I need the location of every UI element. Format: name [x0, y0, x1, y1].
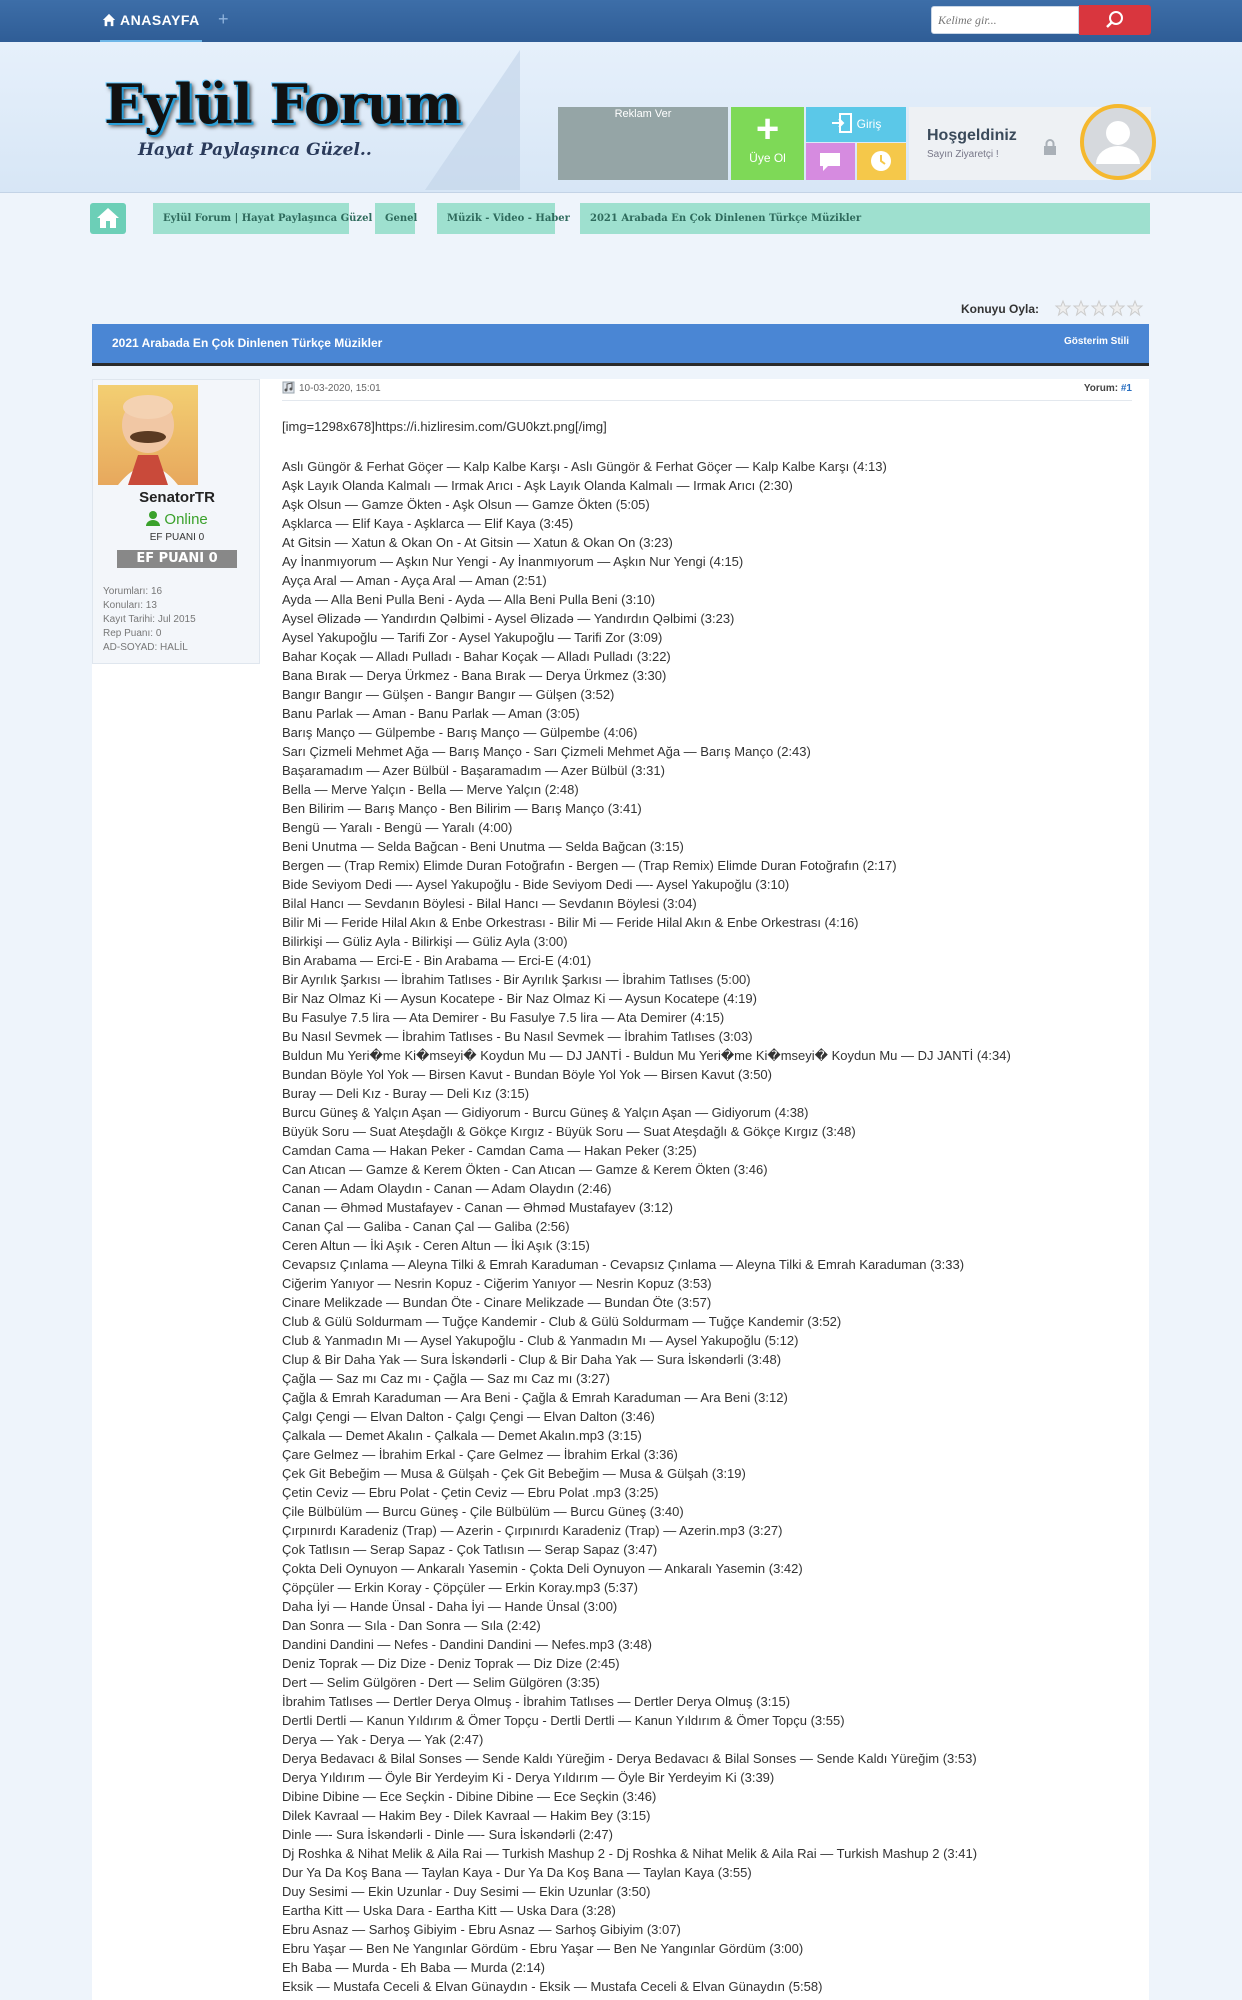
post-date-text: 10-03-2020, 15:01	[299, 383, 381, 394]
track-line: Bilir Mi — Feride Hilal Akın & Enbe Orkestrası - Bilir Mi — Feride Hilal Akın & Enbe Orkestrası (4:16)	[282, 915, 859, 930]
track-line: Çöpçüler — Erkin Koray - Çöpçüler — Erkin Koray.mp3 (5:37)	[282, 1580, 638, 1595]
avatar-image	[98, 385, 198, 485]
track-line: Çetin Ceviz — Ebru Polat - Çetin Ceviz — Ebru Polat .mp3 (3:25)	[282, 1485, 659, 1500]
user-stat-joined: Kayıt Tarihi: Jul 2015	[103, 614, 196, 625]
track-line: Aşk Layık Olanda Kalmalı — Irmak Arıcı - Aşk Layık Olanda Kalmalı — Irmak Arıcı (2:30)	[282, 478, 793, 493]
user-stat-threads: Konuları: 13	[103, 600, 157, 611]
track-line: Ceren Altun — İki Aşık - Ceren Altun — İki Aşık (3:15)	[282, 1238, 590, 1253]
track-line: Bide Seviyom Dedi —- Aysel Yakupoğlu - Bide Seviyom Dedi —- Aysel Yakupoğlu (3:10)	[282, 877, 790, 892]
track-line: Bir Ayrılık Şarkısı — İbrahim Tatlıses - Bir Ayrılık Şarkısı — İbrahim Tatlıses (5:00)	[282, 972, 751, 987]
ad-tile[interactable]	[558, 107, 728, 180]
search-icon	[1105, 10, 1125, 30]
top-navbar	[0, 0, 1242, 43]
online-status	[93, 510, 261, 528]
post-permalink[interactable]: #1	[1120, 383, 1132, 394]
logo-title: Eylül Forum	[104, 72, 461, 136]
user-stats	[103, 585, 196, 655]
track-line: Bahar Koçak — Alladı Pulladı - Bahar Koçak — Alladı Pulladı (3:22)	[282, 649, 671, 664]
guest-avatar[interactable]	[1080, 104, 1156, 180]
track-line: Bilirkişi — Güliz Ayla - Bilirkişi — Güliz Ayla (3:00)	[282, 934, 568, 949]
messages-tile[interactable]	[806, 143, 855, 180]
track-line: Dertli Dertli — Kanun Yıldırım & Ömer Topçu - Dertli Dertli — Kanun Yıldırım & Ömer Topçu (3:55)	[282, 1713, 845, 1728]
home-icon	[96, 207, 120, 229]
track-line: Canan — Adam Olaydın - Canan — Adam Olaydın (2:46)	[282, 1181, 612, 1196]
track-line: Duy Sesimi — Ekin Uzunlar - Duy Sesimi — Ekin Uzunlar (3:50)	[282, 1884, 651, 1899]
username[interactable]: SenatorTR	[139, 489, 215, 506]
track-line: Dj Roshka & Nihat Melik & Aila Rai — Turkish Mashup 2 - Dj Roshka & Nihat Melik & Aila Rai — Turkish Mashup 2 (3:41)	[282, 1846, 978, 1861]
welcome-subtitle: Sayın Ziyaretçi !	[927, 149, 999, 160]
track-line: Bella — Merve Yalçın - Bella — Merve Yalçın (2:48)	[282, 782, 579, 797]
track-line: Ebru Yaşar — Ben Ne Yangınlar Gördüm - Ebru Yaşar — Ben Ne Yangınlar Gördüm (3:00)	[282, 1941, 804, 1956]
track-line: Bu Nasıl Sevmek — İbrahim Tatlıses - Bu Nasıl Sevmek — İbrahim Tatlıses (3:03)	[282, 1029, 753, 1044]
track-line: Buldun Mu Yeri�me Ki�mseyi� Koydun Mu — DJ JANTİ - Buldun Mu Yeri�me Ki�mseyi� Koydun Mu — DJ JANTİ (4:34)	[282, 1048, 1011, 1063]
track-line: At Gitsin — Xatun & Okan On - At Gitsin — Xatun & Okan On (3:23)	[282, 535, 673, 550]
breadcrumb-home[interactable]	[90, 203, 126, 234]
login-tile[interactable]	[806, 107, 906, 142]
online-user-icon	[146, 510, 160, 526]
track-line: Aşk Olsun — Gamze Ökten - Aşk Olsun — Gamze Ökten (5:05)	[282, 497, 650, 512]
track-line: Çek Git Bebeğim — Musa & Gülşah - Çek Git Bebeğim — Musa & Gülşah (3:19)	[282, 1466, 746, 1481]
track-line: Çırpınırdı Karadeniz (Trap) — Azerin - Çırpınırdı Karadeniz (Trap) — Azerin.mp3 (3:27)	[282, 1523, 783, 1538]
track-line: Club & Gülü Soldurmam — Tuğçe Kandemir - Club & Gülü Soldurmam — Tuğçe Kandemir (3:52)	[282, 1314, 842, 1329]
track-line: Camdan Cama — Hakan Peker - Camdan Cama — Hakan Peker (3:25)	[282, 1143, 697, 1158]
user-icon	[1084, 108, 1152, 176]
star-icon[interactable]	[1092, 301, 1106, 315]
track-line: Derya Bedavacı & Bilal Sonses — Sende Kaldı Yüreğim - Derya Bedavacı & Bilal Sonses — Sende Kaldı Yüreğim (3:53)	[282, 1751, 977, 1766]
track-line: Büyük Soru — Suat Ateşdağlı & Gökçe Kırgız - Büyük Soru — Suat Ateşdağlı & Gökçe Kırgız (3:48)	[282, 1124, 856, 1139]
track-line: Aysel Əlizadə — Yandırdın Qəlbimi - Aysel Əlizadə — Yandırdın Qəlbimi (3:23)	[282, 611, 735, 626]
track-line: Ayça Aral — Aman - Ayça Aral — Aman (2:51)	[282, 573, 547, 588]
post-divider	[282, 400, 1132, 401]
home-icon	[102, 13, 116, 27]
post-date	[282, 379, 381, 399]
online-label: Online	[164, 511, 208, 528]
home-nav-label: ANASAYFA	[120, 12, 200, 28]
clock-icon	[869, 149, 893, 173]
breadcrumb-item[interactable]: Eylül Forum | Hayat Paylaşınca Güzel	[153, 203, 349, 234]
track-line: Çok Tatlısın — Serap Sapaz - Çok Tatlısın — Serap Sapaz (3:47)	[282, 1542, 658, 1557]
post-number-label: Yorum:	[1083, 383, 1119, 394]
track-line: Çağla — Saz mı Caz mı - Çağla — Saz mı Caz mı (3:27)	[282, 1371, 610, 1386]
star-icon[interactable]	[1110, 301, 1124, 315]
user-stat-posts: Yorumları: 16	[103, 586, 163, 597]
track-line: Ciğerim Yanıyor — Nesrin Kopuz - Ciğerim Yanıyor — Nesrin Kopuz (3:53)	[282, 1276, 712, 1291]
breadcrumb-item[interactable]: Genel	[375, 203, 415, 234]
track-line: Bilal Hancı — Sevdanın Böylesi - Bilal Hancı — Sevdanın Böylesi (3:04)	[282, 896, 697, 911]
breadcrumb-item[interactable]: 2021 Arabada En Çok Dinlenen Türkçe Müzikler	[580, 203, 1150, 234]
track-line: Dinle —- Sura İskəndərli - Dinle —- Sura İskəndərli (2:47)	[282, 1827, 613, 1842]
track-line: Çağla & Emrah Karaduman — Ara Beni - Çağla & Emrah Karaduman — Ara Beni (3:12)	[282, 1390, 788, 1405]
display-style-menu[interactable]: Gösterim Stili	[1063, 336, 1129, 347]
track-line: Dibine Dibine — Ece Seçkin - Dibine Dibine — Ece Seçkin (3:46)	[282, 1789, 657, 1804]
track-line: Club & Yanmadın Mı — Aysel Yakupoğlu - Club & Yanmadın Mı — Aysel Yakupoğlu (5:12)	[282, 1333, 799, 1348]
track-line: Bana Bırak — Derya Ürkmez - Bana Bırak — Derya Ürkmez (3:30)	[282, 668, 667, 683]
post	[92, 379, 1149, 2000]
track-line: Dur Ya Da Koş Bana — Taylan Kaya - Dur Ya Da Koş Bana — Taylan Kaya (3:55)	[282, 1865, 752, 1880]
track-line: Eksik — Mustafa Ceceli & Elvan Günaydın - Eksik — Mustafa Ceceli & Elvan Günaydın (5:58)	[282, 1979, 823, 1994]
track-line: Clup & Bir Daha Yak — Sura İskəndərli - Clup & Bir Daha Yak — Sura İskəndərli (3:48)	[282, 1352, 782, 1367]
track-line: Beni Unutma — Selda Bağcan - Beni Unutma — Selda Bağcan (3:15)	[282, 839, 684, 854]
star-icon[interactable]	[1128, 301, 1142, 315]
track-line: Bin Arabama — Erci-E - Bin Arabama — Erci-E (4:01)	[282, 953, 592, 968]
post-number	[1084, 379, 1132, 399]
search-input[interactable]	[931, 6, 1079, 34]
track-line: Aslı Güngör & Ferhat Göçer — Kalp Kalbe Karşı - Aslı Güngör & Ferhat Göçer — Kalp Kalbe Karşı (4:13)	[282, 459, 887, 474]
track-line: Çalgı Çengi — Elvan Dalton - Çalgı Çengi — Elvan Dalton (3:46)	[282, 1409, 655, 1424]
track-line: Buray — Deli Kız - Buray — Deli Kız (3:15)	[282, 1086, 530, 1101]
post-body	[282, 379, 1132, 2000]
login-label: Giriş	[856, 117, 882, 131]
user-card	[92, 379, 260, 664]
rating-stars[interactable]	[1055, 300, 1143, 321]
logo-slogan: Hayat Paylaşınca Güzel..	[138, 140, 372, 160]
track-line: Bengü — Yaralı - Bengü — Yaralı (4:00)	[282, 820, 513, 835]
breadcrumb-item[interactable]: Müzik - Video - Haber	[437, 203, 555, 234]
track-line: Cevapsız Çınlama — Aleyna Tilki & Emrah Karaduman - Cevapsız Çınlama — Aleyna Tilki & Emrah Karaduman (3:33)	[282, 1257, 965, 1272]
track-line: Burcu Güneş & Yalçın Aşan — Gidiyorum - Burcu Güneş & Yalçın Aşan — Gidiyorum (4:38)	[282, 1105, 809, 1120]
track-line: Deniz Toprak — Diz Dize - Deniz Toprak — Diz Dize (2:45)	[282, 1656, 620, 1671]
plus-icon: +	[755, 107, 780, 151]
track-line: Bu Fasulye 7.5 lira — Ata Demirer - Bu Fasulye 7.5 lira — Ata Demirer (4:15)	[282, 1010, 725, 1025]
star-icon[interactable]	[1074, 301, 1088, 315]
site-logo[interactable]	[100, 72, 461, 172]
thread-header	[92, 324, 1149, 366]
post-author-panel	[92, 379, 262, 2000]
track-line: Canan — Əhməd Mustafayev - Canan — Əhməd Mustafayev (3:12)	[282, 1200, 673, 1215]
track-line: Başaramadım — Azer Bülbül - Başaramadım — Azer Bülbül (3:31)	[282, 763, 665, 778]
track-line: Barış Manço — Gülpembe - Barış Manço — Gülpembe (4:06)	[282, 725, 638, 740]
track-line: Sarı Çizmeli Mehmet Ağa — Barış Manço - Sarı Çizmeli Mehmet Ağa — Barış Manço (2:43)	[282, 744, 811, 759]
track-line: Çalkala — Demet Akalın - Çalkala — Demet Akalın.mp3 (3:15)	[282, 1428, 642, 1443]
track-line: Çokta Deli Oynuyon — Ankaralı Yasemin - Çokta Deli Oynuyon — Ankaralı Yasemin (3:42)	[282, 1561, 803, 1576]
track-line: Bundan Böyle Yol Yok — Birsen Kavut - Bundan Böyle Yol Yok — Birsen Kavut (3:50)	[282, 1067, 772, 1082]
track-line: Bergen — (Trap Remix) Elimde Duran Fotoğrafın - Bergen — (Trap Remix) Elimde Duran Fotoğrafın (2:17)	[282, 858, 897, 873]
user-stat-rep: Rep Puanı: 0	[103, 628, 162, 639]
user-avatar[interactable]	[98, 385, 198, 485]
chat-icon	[818, 151, 842, 173]
lock-icon	[1043, 139, 1057, 155]
track-line: Eh Baba — Murda - Eh Baba — Murda (2:14)	[282, 1960, 546, 1975]
track-line: Dert — Selim Gülgören - Dert — Selim Gülgören (3:35)	[282, 1675, 600, 1690]
track-list	[282, 457, 1132, 1996]
track-line: Eartha Kitt — Uska Dara - Eartha Kitt — Uska Dara (3:28)	[282, 1903, 616, 1918]
ef-points-badge: EF PUANI 0	[117, 550, 237, 568]
track-line: Aysel Yakupoğlu — Tarifi Zor - Aysel Yakupoğlu — Tarifi Zor (3:09)	[282, 630, 663, 645]
recent-tile[interactable]	[857, 143, 906, 180]
track-line: Dan Sonra — Sıla - Dan Sonra — Sıla (2:42)	[282, 1618, 541, 1633]
track-line: Dilek Kavraal — Hakim Bey - Dilek Kavraal — Hakim Bey (3:15)	[282, 1808, 651, 1823]
star-icon[interactable]	[1056, 301, 1070, 315]
post-image-bbcode: [img=1298x678]https://i.hizliresim.com/GU0kzt.png[/img]	[282, 419, 607, 434]
track-line: Aşklarca — Elif Kaya - Aşklarca — Elif Kaya (3:45)	[282, 516, 574, 531]
welcome-title: Hoşgeldiniz	[927, 127, 1017, 144]
track-line: Banu Parlak — Aman - Banu Parlak — Aman (3:05)	[282, 706, 580, 721]
track-line: Ay İnanmıyorum — Aşkın Nur Yengi - Ay İnanmıyorum — Aşkın Nur Yengi (4:15)	[282, 554, 744, 569]
track-line: İbrahim Tatlıses — Dertler Derya Olmuş - İbrahim Tatlıses — Dertler Derya Olmuş (3:15)	[282, 1694, 791, 1709]
ef-points: EF PUANI 0	[149, 532, 205, 543]
track-line: Daha İyi — Hande Ünsal - Daha İyi — Hande Ünsal (3:00)	[282, 1599, 618, 1614]
plus-icon[interactable]: +	[218, 9, 229, 29]
music-icon	[282, 381, 295, 394]
register-label: Üye Ol	[749, 151, 786, 165]
track-line: Bangır Bangır — Gülşen - Bangır Bangır — Gülşen (3:52)	[282, 687, 615, 702]
ad-label: Reklam Ver	[614, 108, 672, 120]
track-line: Derya Yıldırım — Öyle Bir Yerdeyim Ki - Derya Yıldırım — Öyle Bir Yerdeyim Ki (3:39)	[282, 1770, 775, 1785]
home-nav-link[interactable]	[100, 0, 202, 43]
track-line: Ayda — Alla Beni Pulla Beni - Ayda — Alla Beni Pulla Beni (3:10)	[282, 592, 656, 607]
track-line: Bir Naz Olmaz Ki — Aysun Kocatepe - Bir Naz Olmaz Ki — Aysun Kocatepe (4:19)	[282, 991, 757, 1006]
track-line: Ebru Asnaz — Sarhoş Gibiyim - Ebru Asnaz — Sarhoş Gibiyim (3:07)	[282, 1922, 681, 1937]
track-line: Ben Bilirim — Barış Manço - Ben Bilirim — Barış Manço (3:41)	[282, 801, 642, 816]
breadcrumb	[90, 203, 1150, 234]
track-line: Derya — Yak - Derya — Yak (2:47)	[282, 1732, 484, 1747]
track-line: Dandini Dandini — Nefes - Dandini Dandini — Nefes.mp3 (3:48)	[282, 1637, 652, 1652]
rating-label: Konuyu Oyla:	[961, 302, 1040, 316]
search-button[interactable]	[1079, 5, 1151, 35]
track-line: Cinare Melikzade — Bundan Öte - Cinare Melikzade — Bundan Öte (3:57)	[282, 1295, 712, 1310]
track-line: Çare Gelmez — İbrahim Erkal - Çare Gelmez — İbrahim Erkal (3:36)	[282, 1447, 678, 1462]
user-stat-name: AD-SOYAD: HALİL	[103, 642, 188, 653]
track-line: Canan Çal — Galiba - Canan Çal — Galiba (2:56)	[282, 1219, 570, 1234]
register-tile[interactable]	[731, 107, 804, 180]
thread-title: 2021 Arabada En Çok Dinlenen Türkçe Müzikler	[112, 336, 383, 350]
login-icon	[831, 113, 853, 133]
track-line: Çile Bülbülüm — Burcu Güneş - Çile Bülbülüm — Burcu Güneş (3:40)	[282, 1504, 684, 1519]
track-line: Can Atıcan — Gamze & Kerem Ökten - Can Atıcan — Gamze & Kerem Ökten (3:46)	[282, 1162, 768, 1177]
